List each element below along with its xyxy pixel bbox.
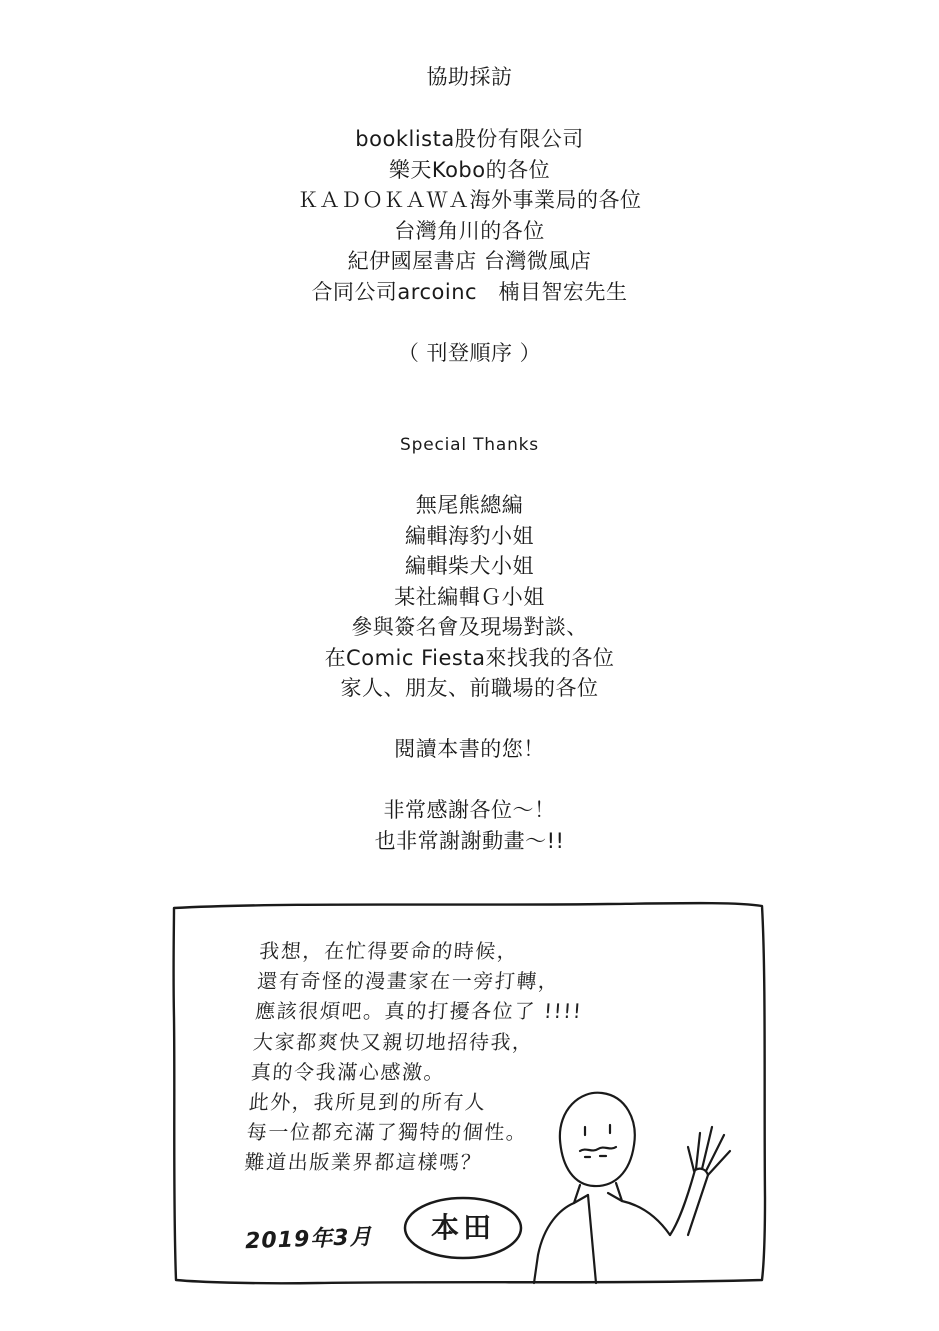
note-line: 應該很煩吧。真的打擾各位了 !!!! [254, 999, 584, 1024]
thanks-line: 在Comic Fiesta來找我的各位 [324, 645, 615, 670]
interview-credit-list [0, 124, 939, 307]
thanks-line: 編輯柴犬小姐 [405, 554, 534, 578]
special-thanks-list [0, 490, 939, 704]
special-thanks-heading [0, 430, 939, 461]
credit-line: 樂天Kobo的各位 [388, 157, 551, 182]
interview-credits [0, 62, 939, 93]
reader-thanks [0, 734, 939, 765]
author-doodle-icon [530, 1085, 740, 1285]
order-note-text: （ 刊登順序 ） [397, 341, 542, 365]
thanks-line: 參與簽名會及現場對談、 [351, 615, 588, 639]
closing-line: 非常感謝各位～！ [383, 798, 556, 822]
note-line: 每一位都充滿了獨特的個性。 [245, 1120, 529, 1145]
thanks-line: 家人、朋友、前職場的各位 [340, 676, 599, 700]
credit-line: 台灣角川的各位 [394, 218, 545, 243]
credit-line: booklista股份有限公司 [355, 127, 584, 151]
reader-line: 閱讀本書的您！ [394, 737, 545, 761]
note-line: 難道出版業界都這樣嗎？ [243, 1150, 484, 1175]
note-line: 還有奇怪的漫畫家在一旁打轉， [256, 969, 561, 994]
note-line: 我想，在忙得要命的時候， [258, 939, 520, 963]
note-line: 大家都爽快又親切地招待我， [252, 1029, 535, 1054]
credit-line: 紀伊國屋書店 台灣微風店 [347, 249, 592, 273]
note-line: 此外，我所見到的所有人 [248, 1089, 488, 1114]
thanks-line: 無尾熊總編 [415, 493, 524, 517]
thanks-line: 編輯海豹小姐 [405, 523, 534, 548]
special-thanks-title: Special Thanks [400, 435, 539, 455]
closing-thanks [0, 795, 939, 856]
note-date: 2019年3月 [244, 1224, 374, 1255]
interview-heading: 協助採訪 [426, 65, 513, 89]
thanks-line: 某社編輯Ｇ小姐 [394, 584, 545, 609]
signature-seal-text: 本田 [430, 1211, 495, 1244]
note-line: 真的令我滿心感激。 [250, 1059, 447, 1084]
credit-line: 合同公司arcoinc 楠目智宏先生 [311, 279, 628, 304]
credit-line: ＫＡＤＯＫＡＷＡ海外事業局的各位 [297, 188, 642, 212]
order-note [0, 338, 939, 369]
closing-line: 也非常謝謝動畫～!! [374, 828, 565, 853]
